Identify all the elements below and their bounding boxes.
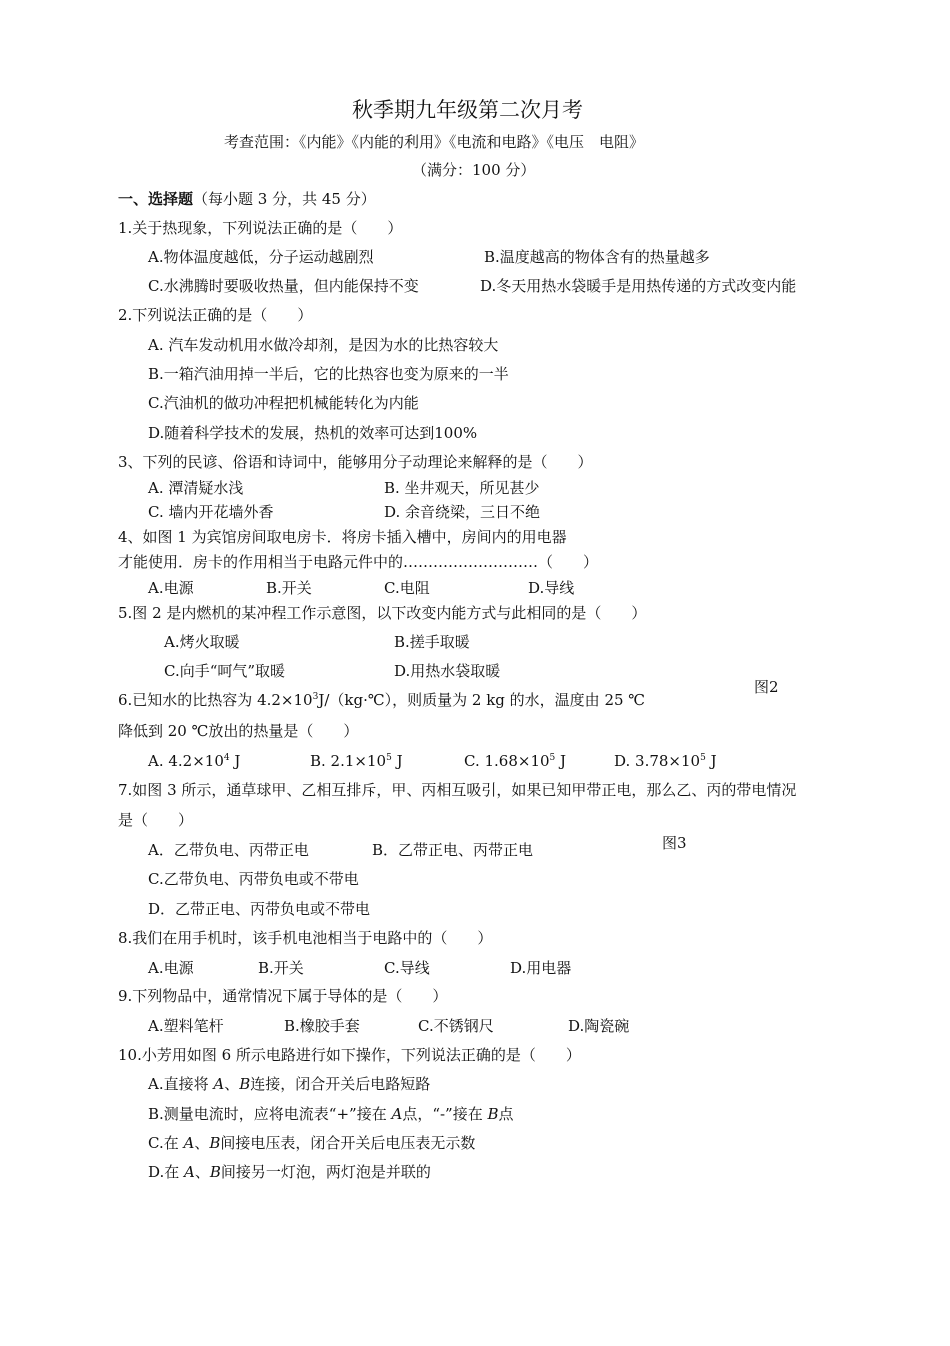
q3-option-a: A. 潭清疑水浅 (148, 479, 244, 497)
q6-option-c: C. $1.68\times 10^5$ J (464, 752, 567, 770)
q7-stem-line1: 7.如图 3 所示，通草球甲、乙相互排斥，甲、丙相互吸引，如果已知甲带正电，那么乙、丙的带电情况 (118, 781, 797, 799)
q9-option-c: C.不锈钢尺 (418, 1017, 494, 1035)
q6-option-d: D. $3.78\times 10^5$ J (614, 752, 717, 770)
q9-option-a: A.塑料笔杆 (148, 1017, 224, 1035)
q2-option-d: D.随着科学技术的发展，热机的效率可达到100% (148, 424, 478, 442)
q4-stem-line1: 4、如图 1 为宾馆房间取电房卡．将房卡插入槽中，房间内的用电器 (118, 528, 567, 546)
q10-option-b: B.测量电流时，应将电流表“+”接在 A点，“-”接在 B点 (148, 1105, 514, 1123)
q5-option-b: B.搓手取暖 (394, 633, 470, 651)
q1-stem: 1.关于热现象，下列说法正确的是（ ） (118, 219, 403, 237)
section-heading (118, 189, 376, 209)
q9-option-d: D.陶瓷碗 (568, 1017, 630, 1035)
q10-stem: 10.小芳用如图 6 所示电路进行如下操作，下列说法正确的是（ ） (118, 1046, 581, 1064)
q5-stem: 5.图 2 是内燃机的某冲程工作示意图，以下改变内能方式与此相同的是（ ） (118, 604, 647, 622)
q3-stem: 3、下列的民谚、俗语和诗词中，能够用分子动理论来解释的是（ ） (118, 453, 593, 471)
q8-option-d: D.用电器 (510, 959, 572, 977)
q8-option-a: A.电源 (148, 959, 194, 977)
q2-option-a: A. 汽车发动机用水做冷却剂，是因为水的比热容较大 (148, 336, 499, 354)
q10-option-a: A.直接将 A、B连接，闭合开关后电路短路 (148, 1075, 431, 1093)
q2-option-c: C.汽油机的做功冲程把机械能转化为内能 (148, 394, 419, 412)
figure-2-label: 图2 (754, 678, 779, 696)
q9-option-b: B.橡胶手套 (284, 1017, 360, 1035)
q7-option-b: B．乙带正电、丙带正电 (372, 841, 534, 859)
q5-option-a: A.烤火取暖 (164, 633, 240, 651)
q6-stem-line1: 6.已知水的比热容为 $4.2\times 10^3J/(kg\cdot℃)$，则质量为 2 kg 的水，温度由 25 ℃ (118, 691, 646, 709)
q3-option-c: C. 墙内开花墙外香 (148, 503, 274, 521)
q3-option-d: D. 余音绕梁，三日不绝 (384, 503, 541, 521)
section-note: （每小题 3 分，共 45 分） (193, 190, 376, 208)
q3-option-b: B. 坐井观天，所见甚少 (384, 479, 540, 497)
q4-option-d: D.导线 (528, 579, 575, 597)
q10-option-d: D.在 A、B间接另一灯泡，两灯泡是并联的 (148, 1163, 431, 1181)
q4-option-b: B.开关 (266, 579, 312, 597)
q7-option-a: A．乙带负电、丙带正电 (148, 841, 309, 859)
q7-option-c: C.乙带负电、丙带负电或不带电 (148, 870, 359, 888)
q1-option-c: C.水沸腾时要吸收热量，但内能保持不变 (148, 277, 419, 295)
figure-3-label: 图3 (662, 834, 687, 852)
q7-option-d: D．乙带正电、丙带负电或不带电 (148, 900, 371, 918)
q10-option-c: C.在 A、B间接电压表，闭合开关后电压表无示数 (148, 1134, 476, 1152)
q7-stem-line2: 是（ ） (118, 811, 194, 829)
q4-stem-line2: 才能使用．房卡的作用相当于电路元件中的………………………（ ） (118, 553, 599, 571)
q8-stem: 8.我们在用手机时，该手机电池相当于电路中的（ ） (118, 929, 493, 947)
q1-option-a: A.物体温度越低，分子运动越剧烈 (148, 248, 374, 266)
q6-option-b: B. $2.1\times 10^5$ J (310, 752, 403, 770)
q8-option-b: B.开关 (258, 959, 304, 977)
q4-option-c: C.电阻 (384, 579, 430, 597)
q1-option-b: B.温度越高的物体含有的热量越多 (484, 248, 710, 266)
q5-option-d: D.用热水袋取暖 (394, 662, 501, 680)
q5-option-c: C.向手“呵气”取暖 (164, 662, 286, 680)
q1-option-d: D.冬天用热水袋暖手是用热传递的方式改变内能 (480, 277, 797, 295)
q8-option-c: C.导线 (384, 959, 430, 977)
q6-stem-line2: 降低到 20 ℃放出的热量是（ ） (118, 722, 359, 740)
section-name: 一、选择题 (118, 190, 194, 208)
q2-option-b: B.一箱汽油用掉一半后，它的比热容也变为原来的一半 (148, 365, 509, 383)
exam-scope: 考查范围：《内能》《内能的利用》《电流和电路》《电压 电阻》 (224, 133, 645, 151)
q2-stem: 2.下列说法正确的是（ ） (118, 306, 313, 324)
full-score: （满分：100 分） (412, 161, 536, 179)
page-title: 秋季期九年级第二次月考 (352, 98, 583, 122)
q4-option-a: A.电源 (148, 579, 194, 597)
q9-stem: 9.下列物品中，通常情况下属于导体的是（ ） (118, 987, 448, 1005)
q6-option-a: A. $4.2\times 10^4$ J (148, 752, 241, 770)
